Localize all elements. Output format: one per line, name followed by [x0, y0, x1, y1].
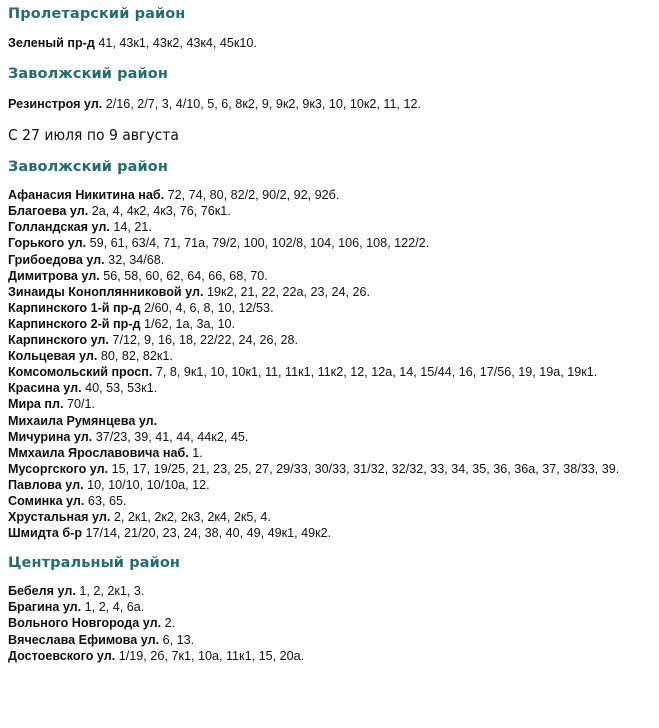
district-heading: Центральный район — [8, 555, 181, 572]
house-numbers: 1/62, 1а, 3а, 10. — [140, 316, 236, 331]
house-numbers: 17/14, 21/20, 23, 24, 38, 40, 49, 49к1, 49к2. — [82, 526, 332, 541]
street-name: Зеленый пр-д — [8, 36, 95, 50]
street-name: Карпинского ул. — [8, 333, 109, 348]
street-entry — [8, 35, 651, 51]
house-numbers: 70/1. — [63, 397, 96, 412]
street-name: Афанасия Никитина наб. — [8, 188, 165, 203]
street-name: Соминка ул. — [8, 493, 85, 508]
street-name: Павлова ул. — [8, 477, 84, 492]
street-name: Комсомольский просп. — [8, 365, 153, 380]
district-heading: Заволжский район — [8, 159, 168, 176]
house-numbers: 2, 2к1, 2к2, 2к3, 2к4, 2к5, 4. — [110, 510, 271, 525]
street-entry — [8, 219, 651, 235]
street-entry — [8, 429, 651, 445]
street-entry — [8, 268, 651, 284]
street-entry — [8, 332, 651, 348]
street-entry — [8, 509, 651, 525]
house-numbers: 1, 2, 2к1, 3. — [75, 584, 145, 599]
house-numbers: 7/12, 9, 16, 18, 22/22, 24, 26, 28. — [108, 333, 298, 348]
street-entry — [8, 364, 651, 380]
house-numbers: 2. — [161, 616, 176, 631]
street-entry — [8, 599, 651, 615]
street-name: Шмидта б-р — [8, 526, 83, 541]
house-numbers: 1, 2, 4, 6а. — [81, 600, 145, 615]
district-heading: Пролетарский район — [8, 6, 186, 22]
street-entry — [8, 413, 651, 429]
house-numbers: 6, 13. — [159, 632, 195, 647]
house-numbers: 41, 43к1, 43к2, 43к4, 45к10. — [94, 36, 257, 50]
house-numbers: 2а, 4, 4к2, 4к3, 76, 76к1. — [88, 204, 231, 219]
street-entry — [8, 493, 651, 509]
street-entry — [8, 461, 656, 477]
date-range-heading: С 27 июля по 9 августа — [8, 126, 179, 145]
house-numbers: 2/16, 2/7, 3, 4/10, 5, 6, 8к2, 9, 9к2, 9к3, 10, 10к2, 11, 12. — [102, 97, 421, 112]
street-entry — [8, 632, 651, 648]
house-numbers: 56, 58, 60, 62, 64, 66, 68, 70. — [99, 268, 268, 283]
street-name: Карпинского 2-й пр-д — [8, 316, 141, 331]
house-numbers: 1/19, 2б, 7к1, 10а, 11к1, 15, 20а. — [115, 648, 305, 663]
street-entry — [8, 235, 651, 251]
house-numbers: 2/60, 4, 6, 8, 10, 12/53. — [140, 300, 274, 315]
house-numbers: 63, 65. — [84, 493, 127, 508]
house-numbers: 15, 17, 19/25, 21, 23, 25, 27, 29/33, 30/33, 31/32, 32/32, 33, 34, 35, 36, 36а, 37, 38/33, 39. — [108, 461, 620, 476]
street-name: Хрустальная ул. — [8, 510, 111, 525]
house-numbers: 59, 61, 63/4, 71, 71а, 79/2, 100, 102/8, 104, 106, 108, 122/2. — [86, 236, 430, 251]
street-entry — [8, 445, 651, 461]
street-entry — [8, 615, 651, 631]
street-name: Кольцевая ул. — [8, 349, 98, 364]
house-numbers: 80, 82, 82к1. — [97, 349, 173, 364]
street-entry — [8, 525, 651, 541]
street-name: Резинстроя ул. — [8, 97, 103, 112]
street-name: Ммхаила Ярославовича наб. — [8, 445, 189, 460]
street-entry — [8, 396, 651, 412]
street-name: Брагина ул. — [8, 600, 82, 615]
house-numbers: 14, 21. — [109, 220, 152, 235]
street-name: Грибоедова ул. — [8, 252, 105, 267]
street-entry — [8, 187, 651, 203]
house-numbers: 10, 10/10, 10/10а, 12. — [83, 477, 210, 492]
street-name: Голландская ул. — [8, 220, 110, 235]
street-name: Михаила Румянцева ул. — [8, 413, 158, 428]
street-entry — [8, 96, 651, 112]
street-name: Димитрова ул. — [8, 268, 100, 283]
house-numbers: 32, 34/68. — [104, 252, 165, 267]
street-name: Мусоргского ул. — [8, 461, 109, 476]
street-name: Зинаиды Коноплянниковой ул. — [8, 284, 204, 299]
street-entry — [8, 203, 651, 219]
street-name: Вячеслава Ефимова ул. — [8, 632, 160, 647]
street-entry — [8, 380, 651, 396]
house-numbers: 1. — [188, 445, 203, 460]
street-name: Горького ул. — [8, 236, 87, 251]
house-numbers: 40, 53, 53к1. — [81, 381, 158, 396]
street-entry — [8, 648, 651, 664]
street-name: Мичурина ул. — [8, 429, 93, 444]
street-entry — [8, 252, 651, 268]
house-numbers: 37/23, 39, 41, 44, 44к2, 45. — [92, 429, 249, 444]
street-entry — [8, 348, 651, 364]
house-numbers: 19к2, 21, 22, 22а, 23, 24, 26. — [203, 284, 371, 299]
house-numbers: 72, 74, 80, 82/2, 90/2, 92, 92б. — [164, 188, 340, 203]
street-name: Мира пл. — [8, 397, 64, 412]
street-name: Красина ул. — [8, 381, 82, 396]
street-entry — [8, 316, 651, 332]
house-numbers: 7, 8, 9к1, 10, 10к1, 11, 11к1, 11к2, 12, 12а, 14, 15/44, 16, 17/56, 19, 19а, 19к1. — [152, 365, 598, 380]
street-entry — [8, 300, 651, 316]
street-name: Карпинского 1-й пр-д — [8, 300, 141, 315]
street-name: Достоевского ул. — [8, 648, 116, 663]
street-entry — [8, 477, 651, 493]
district-heading: Заволжский район — [8, 66, 168, 83]
street-name: Вольного Новгорода ул. — [8, 616, 162, 631]
street-entry — [8, 284, 651, 300]
street-name: Благоева ул. — [8, 204, 89, 219]
street-entry — [8, 583, 651, 599]
street-name: Бебеля ул. — [8, 584, 76, 599]
